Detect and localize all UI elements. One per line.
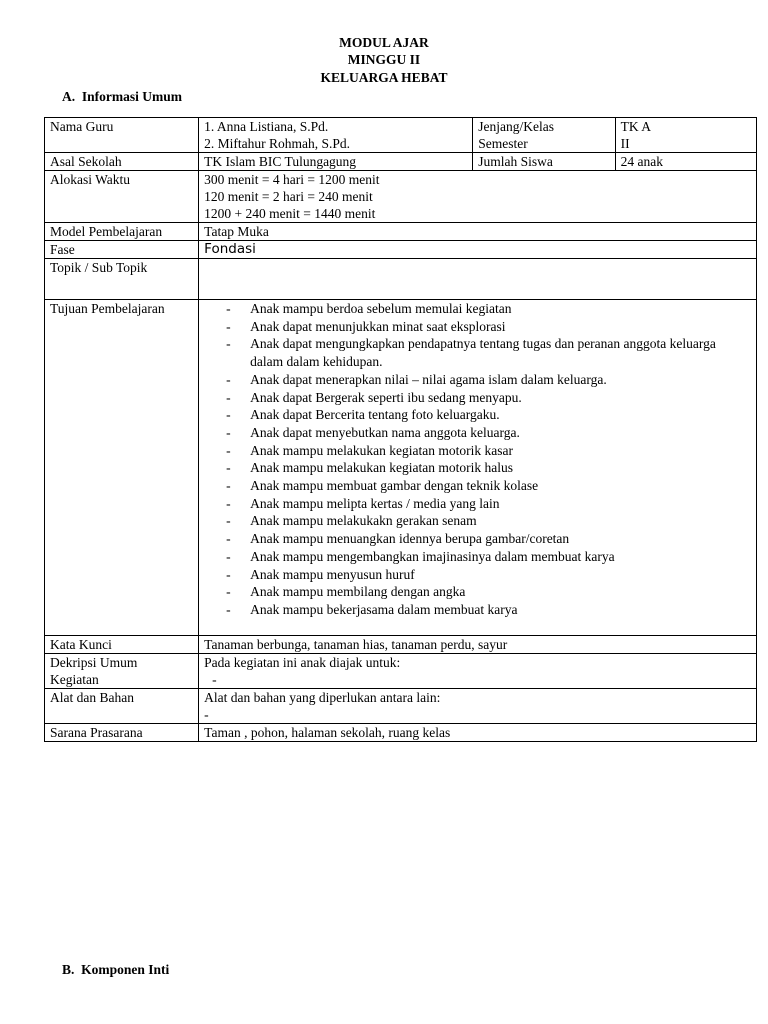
tujuan-item <box>204 300 751 318</box>
value-asal-sekolah: TK Islam BIC Tulungagung <box>199 153 473 171</box>
row-model-pembelajaran <box>45 223 757 241</box>
label-jenjang: Jenjang/Kelas <box>478 119 554 134</box>
dash-bullet: - <box>226 478 231 494</box>
label-deskripsi-1: Dekripsi Umum <box>50 655 138 670</box>
row-alokasi-waktu <box>45 171 757 223</box>
tujuan-item <box>204 530 751 548</box>
value-sarana: Taman , pohon, halaman sekolah, ruang kelas <box>199 724 757 742</box>
row-topik <box>45 259 757 300</box>
tujuan-item <box>204 495 751 513</box>
section-b-heading: B. Komponen Inti <box>62 962 170 977</box>
tujuan-item-text: Anak dapat mengungkapkan pendapatnya tentang tugas dan peranan anggota keluarga dalam dalam kehidupan. <box>250 336 716 370</box>
dash-bullet: - <box>226 371 231 387</box>
dash-bullet: - <box>226 513 231 529</box>
row-nama-guru <box>45 118 757 153</box>
tujuan-item <box>204 318 751 336</box>
value-model-pembelajaran: Tatap Muka <box>199 223 757 241</box>
dash-bullet: - <box>226 548 231 564</box>
alat-text: Alat dan bahan yang diperlukan antara lain: <box>204 690 441 705</box>
doc-title-line-3: KELUARGA HEBAT <box>320 70 448 85</box>
tujuan-item-text: Anak mampu berdoa sebelum memulai kegiatan <box>250 301 512 316</box>
dash-bullet: - <box>226 601 231 617</box>
doc-title-line-1: MODUL AJAR <box>339 35 429 50</box>
dash-bullet: - <box>226 336 231 352</box>
label-deskripsi <box>45 654 199 689</box>
tujuan-item-text: Anak dapat menunjukkan minat saat eksplorasi <box>250 318 506 334</box>
doc-title-line-2: MINGGU II <box>347 52 421 67</box>
alokasi-line-2: 120 menit = 2 hari = 240 menit <box>204 189 373 204</box>
label-deskripsi-2: Kegiatan <box>50 672 99 687</box>
row-kata-kunci <box>45 636 757 654</box>
dash-bullet: - <box>226 301 231 316</box>
tujuan-item-text: Anak mampu mengembangkan imajinasinya dalam membuat karya <box>250 548 615 564</box>
value-jumlah-siswa: 24 anak <box>615 153 756 171</box>
value-fase: Fondasi <box>199 241 757 259</box>
label-sarana: Sarana Prasarana <box>45 724 199 742</box>
tujuan-item-text: Anak dapat menyebutkan nama anggota keluarga. <box>250 424 520 440</box>
value-jenjang: TK A <box>620 119 652 134</box>
label-fase: Fase <box>45 241 199 259</box>
section-a-heading: A. Informasi Umum <box>62 89 182 104</box>
tujuan-item-text: Anak mampu melipta kertas / media yang lain <box>250 495 500 511</box>
tujuan-item <box>204 335 751 370</box>
alokasi-line-3: 1200 + 240 menit = 1440 menit <box>204 206 376 221</box>
tujuan-item-text: Anak mampu melakukan kegiatan motorik kasar <box>250 442 513 458</box>
value-alokasi-waktu <box>199 171 757 223</box>
value-topik <box>199 259 757 300</box>
tujuan-item-text: Anak dapat Bercerita tentang foto keluargaku. <box>250 407 500 423</box>
info-table <box>44 117 757 742</box>
value-nama-guru <box>199 118 473 153</box>
row-sarana <box>45 724 757 742</box>
tujuan-item-text: Anak dapat menerapkan nilai – nilai agama islam dalam keluarga. <box>250 371 607 387</box>
label-semester: Semester <box>478 136 528 151</box>
dash-bullet: - <box>226 442 231 458</box>
tujuan-item-text: Anak mampu bekerjasama dalam membuat karya <box>250 601 518 617</box>
dash-bullet: - <box>226 566 231 582</box>
value-jenjang-semester <box>615 118 756 153</box>
label-tujuan: Tujuan Pembelajaran <box>45 300 199 636</box>
label-kata-kunci: Kata Kunci <box>45 636 199 654</box>
row-fase <box>45 241 757 259</box>
label-topik: Topik / Sub Topik <box>45 259 199 300</box>
label-model-pembelajaran: Model Pembelajaran <box>45 223 199 241</box>
row-deskripsi <box>45 654 757 689</box>
tujuan-list <box>204 300 751 619</box>
value-kata-kunci: Tanaman berbunga, tanaman hias, tanaman perdu, sayur <box>199 636 757 654</box>
dash-bullet: - <box>226 389 231 405</box>
guru-2: 2. Miftahur Rohmah, S.Pd. <box>204 136 351 151</box>
tujuan-item <box>204 583 751 601</box>
tujuan-item <box>204 371 751 389</box>
tujuan-item-text: Anak mampu membuat gambar dengan teknik kolase <box>250 478 539 494</box>
dash-bullet: - <box>226 424 231 440</box>
tujuan-item-text: Anak dapat Bergerak seperti ibu sedang menyapu. <box>250 389 522 405</box>
alokasi-line-1: 300 menit = 4 hari = 1200 menit <box>204 172 380 187</box>
deskripsi-text: Pada kegiatan ini anak diajak untuk: <box>204 655 401 670</box>
value-tujuan <box>199 300 757 636</box>
dash-bullet: - <box>226 495 231 511</box>
tujuan-item <box>204 424 751 442</box>
dash-bullet: - <box>226 407 231 423</box>
tujuan-item-text: Anak mampu menuangkan idennya berupa gambar/coretan <box>250 531 570 547</box>
dash-bullet: - <box>226 584 231 600</box>
tujuan-item <box>204 601 751 619</box>
tujuan-item <box>204 442 751 460</box>
tujuan-item <box>204 459 751 477</box>
tujuan-item-text: Anak mampu membilang dengan angka <box>250 584 466 600</box>
value-alat-bahan <box>199 689 757 724</box>
dash-bullet: - <box>226 531 231 547</box>
tujuan-item <box>204 389 751 407</box>
tujuan-item <box>204 566 751 584</box>
dash-bullet: - <box>226 460 231 476</box>
row-alat-bahan <box>45 689 757 724</box>
label-jumlah-siswa: Jumlah Siswa <box>473 153 615 171</box>
tujuan-item-text: Anak mampu melakukakn gerakan senam <box>250 513 477 529</box>
row-tujuan <box>45 300 757 636</box>
label-nama-guru: Nama Guru <box>45 118 199 153</box>
tujuan-item <box>204 406 751 424</box>
dash-bullet: - <box>226 318 231 334</box>
tujuan-item <box>204 477 751 495</box>
tujuan-item <box>204 548 751 566</box>
tujuan-item-text: Anak mampu melakukan kegiatan motorik halus <box>250 460 513 476</box>
label-alat-bahan: Alat dan Bahan <box>45 689 199 724</box>
label-asal-sekolah: Asal Sekolah <box>45 153 199 171</box>
deskripsi-bullet: - <box>212 672 217 687</box>
value-deskripsi <box>199 654 757 689</box>
value-semester: II <box>620 136 630 151</box>
tujuan-item-text: Anak mampu menyusun huruf <box>250 566 415 582</box>
label-alokasi-waktu: Alokasi Waktu <box>45 171 199 223</box>
row-asal-sekolah <box>45 153 757 171</box>
label-jenjang-semester <box>473 118 615 153</box>
tujuan-item <box>204 512 751 530</box>
guru-1: 1. Anna Listiana, S.Pd. <box>204 119 329 134</box>
alat-bullet: - <box>204 707 209 722</box>
